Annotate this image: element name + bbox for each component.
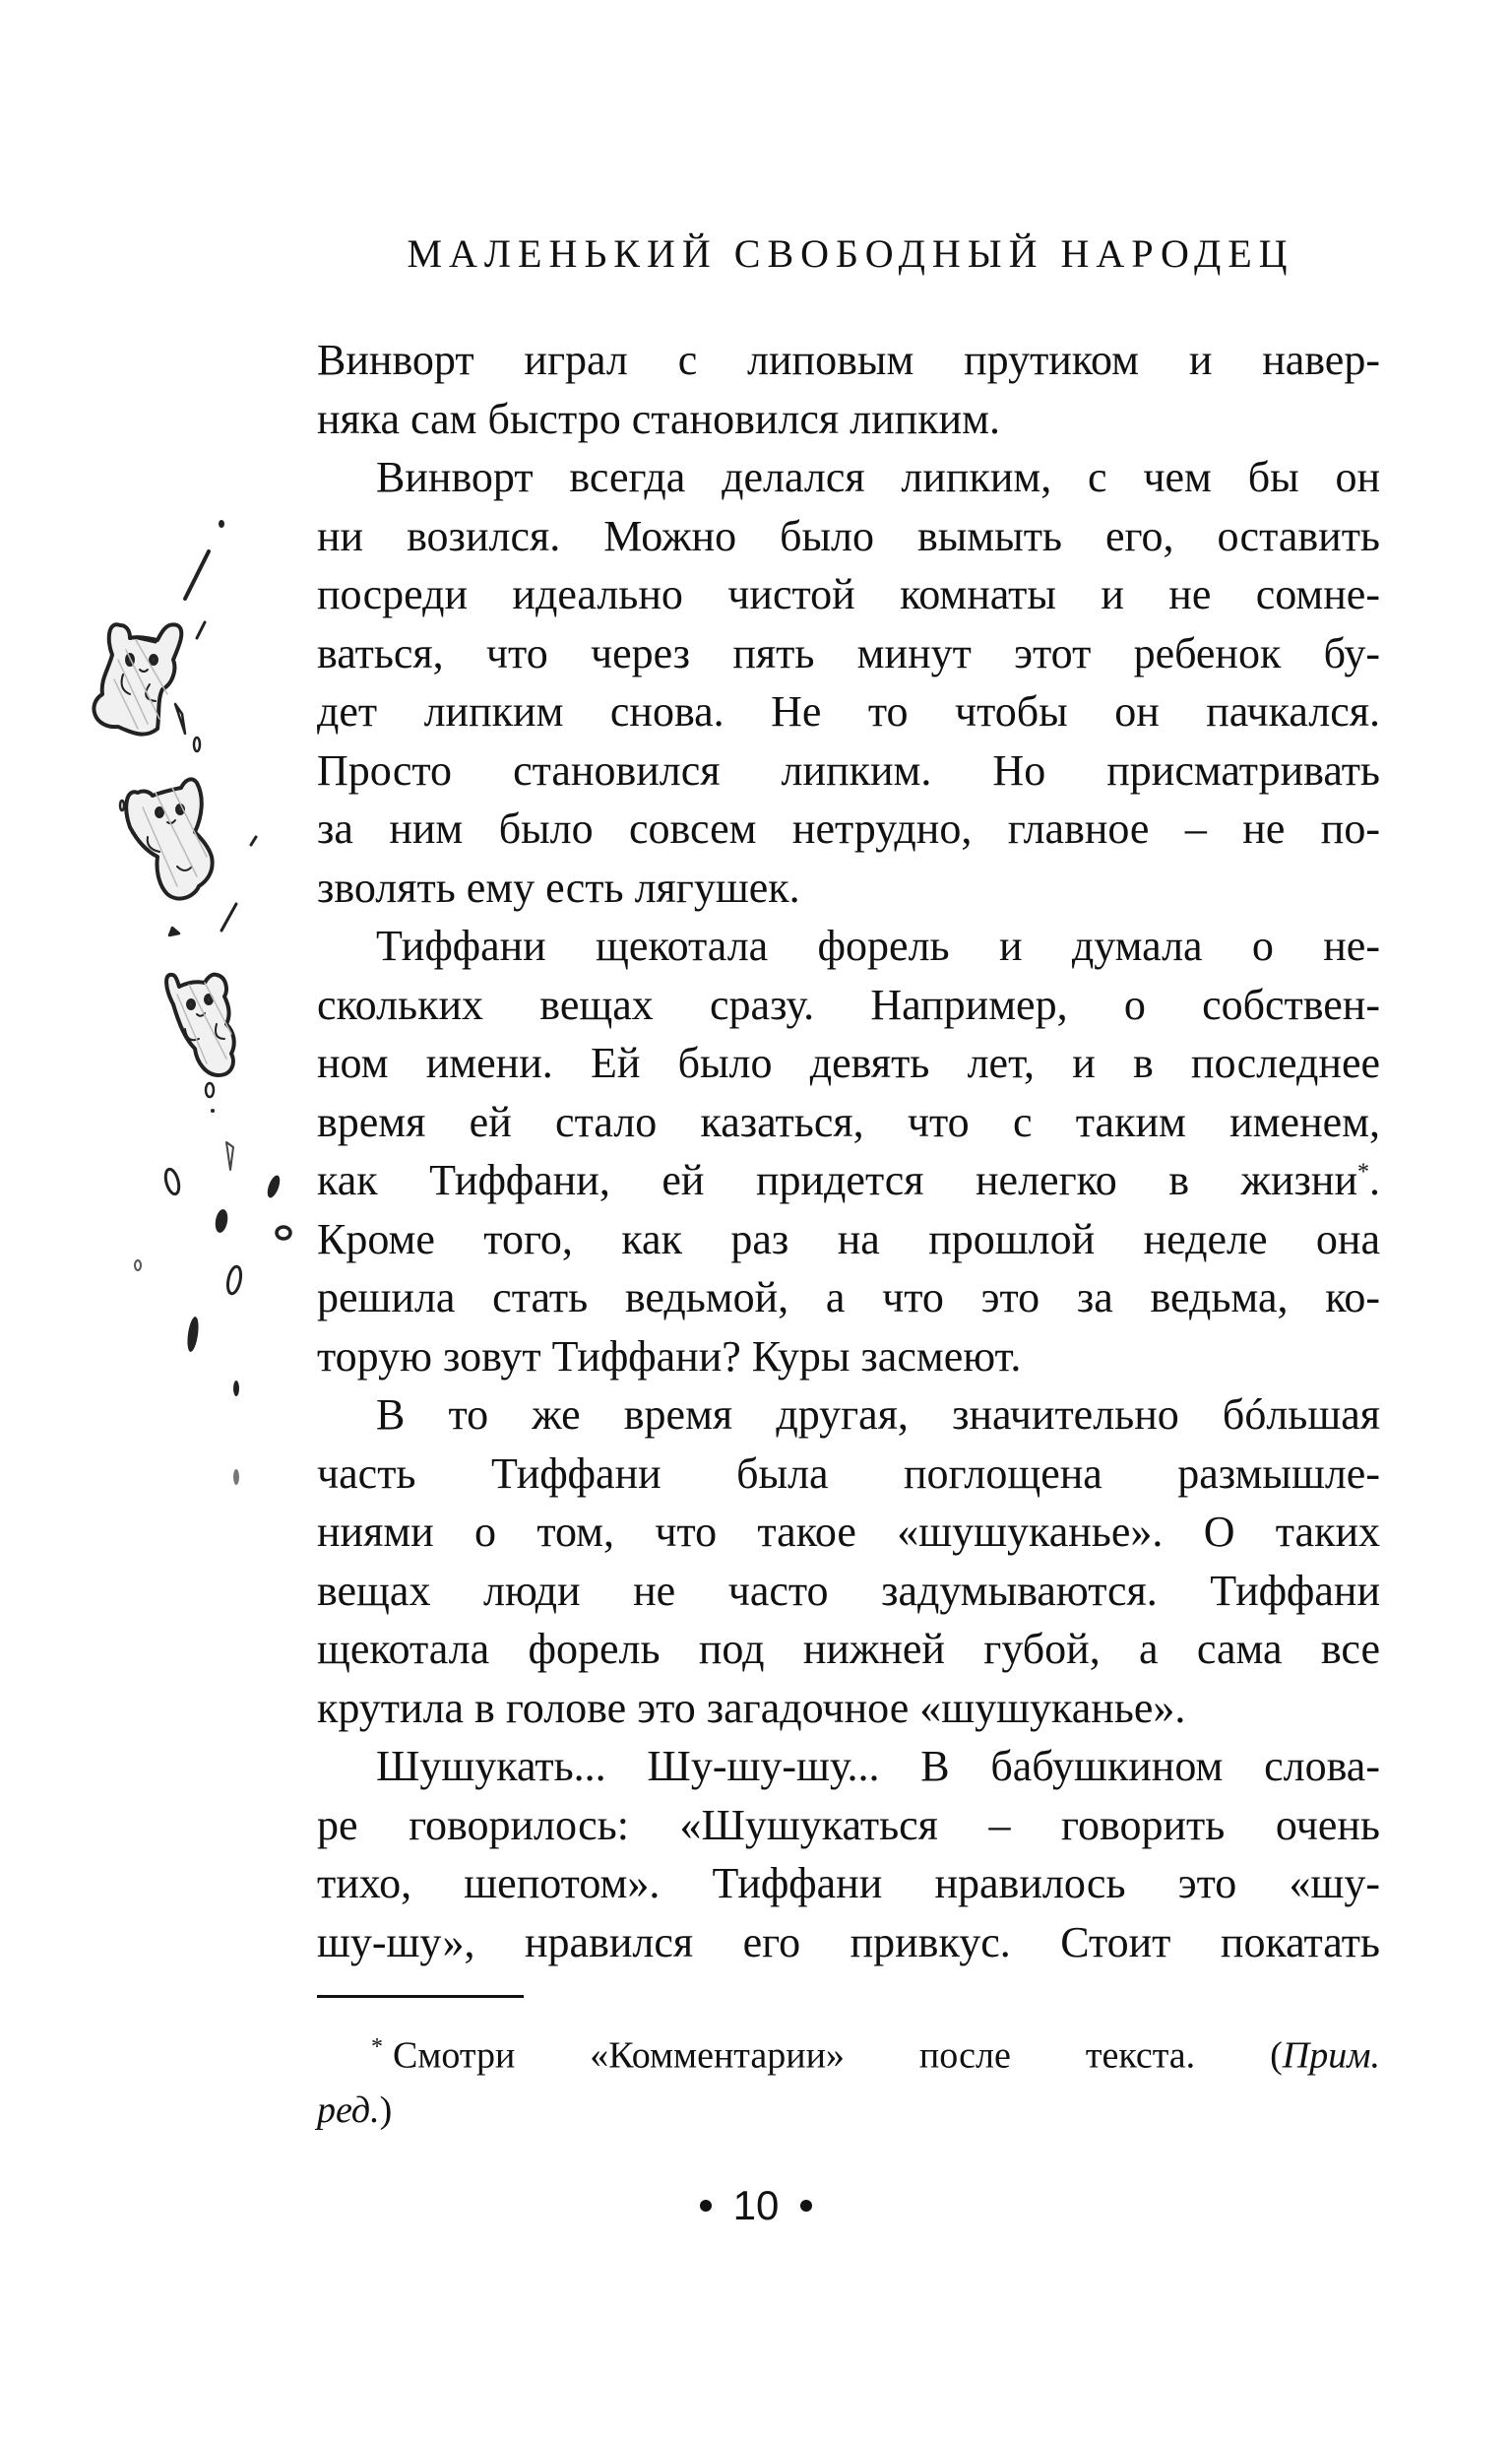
text-line: Винворт всегда делался липким, с чем бы он [376,453,1380,501]
droplets-icon [135,1083,290,1485]
text-line: дет липким снова. Не то чтобы он пачкался. [317,687,1380,736]
text-line-with-footnote [317,1151,1380,1210]
bullet-icon [700,2200,712,2212]
text-line: тихо, шепотом». Тиффани нравилось это «шу- [317,1859,1380,1907]
page-number [0,2176,1512,2235]
text-line: скольких вещах сразу. Например, о собствен- [317,980,1380,1029]
text-line: Винворт играл с липовым прутиком и навер- [317,336,1380,384]
text-line: ре говорилось: «Шушукаться – говорить очень [317,1800,1380,1849]
footnote-close: ) [379,2089,393,2131]
footnote [317,2021,1380,2138]
text-line: за ним было совсем нетрудно, главное – не по- [317,804,1380,853]
text-line: шу-шу», нравился его привкус. Стоит покатать [317,1917,1380,1966]
text-line-content: как Тиффани, ей придется нелегко в жизни [317,1156,1357,1204]
running-head: МАЛЕНЬКИЙ СВОБОДНЫЙ НАРОДЕЦ [407,231,1294,276]
droplet-icon [175,704,200,751]
text-line: решила стать ведьмой, а что это за ведьма, ко- [317,1273,1380,1321]
bullet-icon [800,2200,812,2212]
text-line: щекотала форель под нижней губой, а сама все [317,1625,1380,1673]
footnote-ref-punct: . [1369,1156,1380,1204]
gummy-bear-icon-3 [166,975,234,1075]
footnote-line [317,2084,1380,2138]
text-line: ваться, что через пять минут этот ребенок бу- [317,628,1380,677]
gummy-bears-illustration [79,492,325,1536]
text-line: Кроме того, как раз на прошлой неделе она [317,1214,1380,1263]
droplet-icon [185,520,224,638]
footnote-italic: ред. [317,2089,380,2131]
gummy-bear-icon-1 [94,624,181,734]
footnote-line [317,2021,1380,2084]
text-line: Просто становился липким. Но присматривать [317,745,1380,795]
text-line: ни возился. Можно было вымыть его, оставить [317,511,1380,560]
body-text [317,331,1380,1971]
gummy-bear-icon-2 [126,779,212,898]
footnote-divider [317,1995,524,1998]
text-line: зволять ему есть лягушек. [317,863,800,912]
text-line: Тиффани щекотала форель и думала о не- [376,922,1380,970]
text-line: В то же время другая, значительно бóльшая [376,1390,1380,1439]
footnote-reference[interactable]: * [1357,1159,1369,1186]
text-line: крутила в голове это загадочное «шушуканье». [317,1683,1186,1732]
text-line: няка сам быстро становился липким. [317,394,1000,443]
page-number-value: 10 [732,2182,780,2228]
footnote-text: Смотри «Комментарии» после текста. ( [393,2034,1283,2077]
text-line: ном имени. Ей было девять лет, и в последнее [317,1039,1380,1087]
text-line: посреди идеально чистой комнаты и не сомне- [317,570,1380,618]
text-line: торую зовут Тиффани? Куры засмеют. [317,1331,1022,1381]
text-line: время ей стало казаться, что с таким именем, [317,1097,1380,1146]
text-line: Шушукать... Шу-шу-шу... В бабушкином слова- [376,1742,1380,1790]
text-line: вещах люди не часто задумываются. Тиффани [317,1566,1380,1615]
footnote-italic: Прим. [1282,2034,1380,2077]
footnote-mark: * [371,2034,383,2060]
text-line: ниями о том, что такое «шушуканье». О таких [317,1508,1380,1556]
text-line: часть Тиффани была поглощена размышле- [317,1448,1380,1498]
